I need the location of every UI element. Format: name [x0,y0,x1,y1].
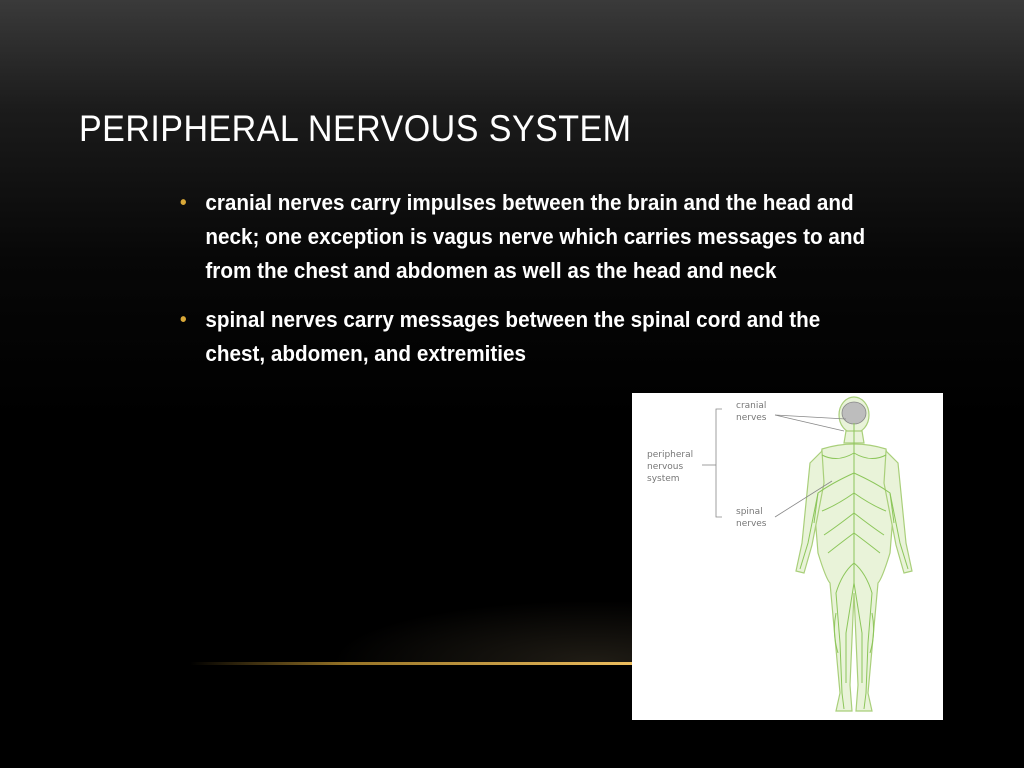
spinal-label: nerves [736,519,767,529]
bullet-dot-icon: • [180,192,187,214]
spinal-label: spinal [736,507,763,517]
decorative-gold-line [190,662,640,665]
pns-label: nervous [647,462,684,472]
bullet-text: cranial nerves carry impulses between the brain and the head and neck; one exception is vagus nerve which carries messages to and from the chest and abdomen as well as the head and neck [205,190,866,283]
bullet-text: spinal nerves carry messages between the spinal cord and the chest, abdomen, and extremities [205,307,821,366]
brain-icon [842,402,866,424]
pns-label: system [647,474,680,484]
nervous-system-diagram [632,393,943,720]
cranial-label: cranial [736,401,767,411]
bullet-item-spinal [180,303,885,371]
bullet-list [180,186,930,386]
nervous-system-illustration [632,393,943,720]
bullet-dot-icon: • [180,309,187,331]
cranial-label: nerves [736,413,767,423]
slide-title: PERIPHERAL NERVOUS SYSTEM [79,108,632,149]
pns-label: peripheral [647,450,694,460]
bullet-item-cranial [180,186,885,288]
decorative-haze [330,600,660,662]
